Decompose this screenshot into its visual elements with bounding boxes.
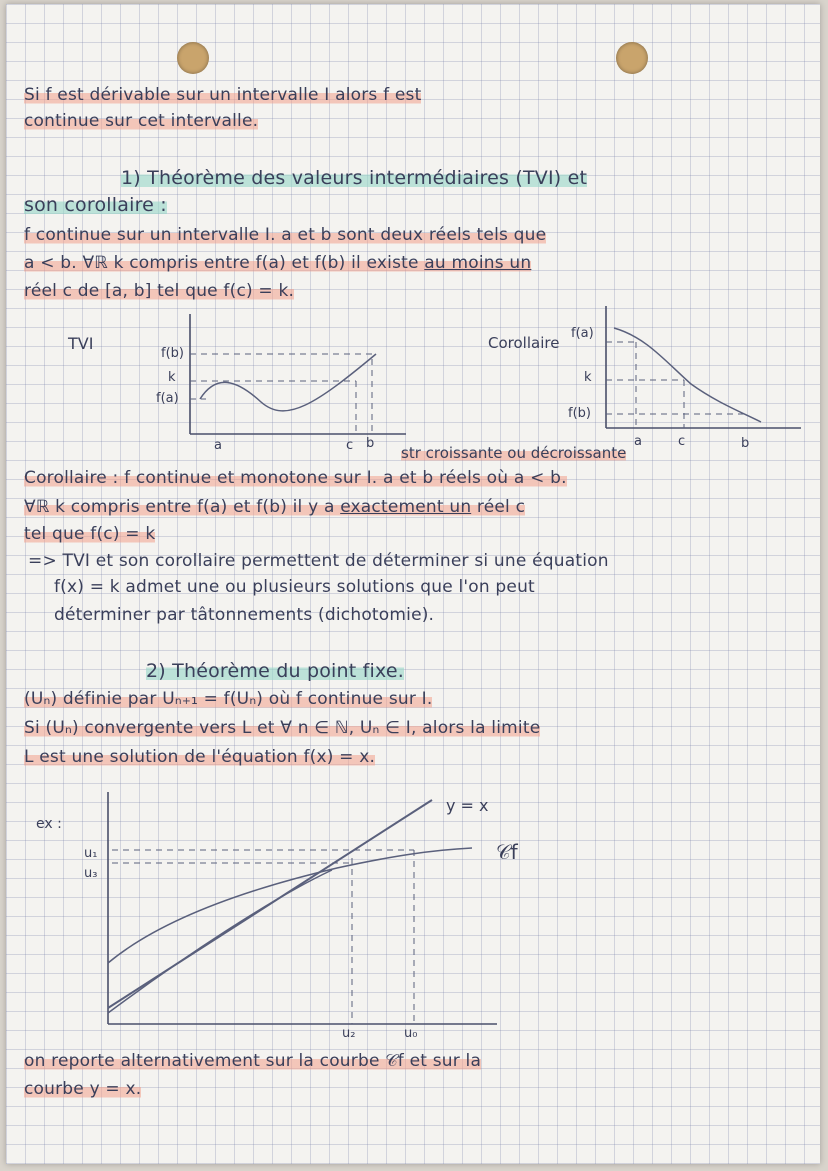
cor-label-fb: f(b) — [568, 406, 591, 421]
tvi-label-b: b — [366, 436, 375, 451]
cor-line-3 — [24, 523, 155, 545]
pf-line-3 — [24, 746, 375, 768]
cor-label-a: a — [634, 434, 642, 449]
fixe-label-y-eq-x: y = x — [446, 796, 489, 815]
tvi-graph — [176, 304, 416, 444]
tvi-line-3 — [24, 280, 294, 302]
tvi-title-text: 1) Théorème des valeurs intermédiaires (TVI) et — [121, 167, 588, 189]
cor-graph-label: Corollaire — [488, 334, 560, 352]
fixe-label-u2: u₂ — [342, 1026, 356, 1041]
notebook-page — [6, 4, 820, 1164]
tvi-text-2b: au moins un — [424, 253, 532, 273]
pf-title-text: 2) Théorème du point fixe. — [146, 660, 405, 682]
fixe-label-u3: u₃ — [84, 866, 98, 881]
fixe-label-u1: u₁ — [84, 846, 98, 861]
pf-line-2 — [24, 717, 540, 739]
intro-text-1: Si f est dérivable sur un intervalle I alors f est — [24, 85, 422, 105]
punch-hole-left — [177, 42, 209, 74]
pf-line-1 — [24, 688, 432, 710]
tvi-label-c: c — [346, 438, 354, 453]
intro-line-2 — [24, 110, 258, 132]
tvi-label-k: k — [168, 370, 176, 385]
cor-line-6: déterminer par tâtonnements (dichotomie). — [54, 605, 435, 625]
fixe-ex-label: ex : — [36, 816, 62, 832]
tvi-label-fa: f(a) — [156, 391, 179, 406]
tvi-curve — [200, 354, 376, 411]
intro-text-2: continue sur cet intervalle. — [24, 111, 259, 131]
tvi-line-1 — [24, 224, 546, 246]
fixe-label-cf: 𝒞f — [496, 840, 518, 864]
punch-hole-right — [616, 42, 648, 74]
pf-text-3: L est une solution de l'équation f(x) = x. — [24, 747, 376, 767]
fixe-graph — [102, 788, 542, 1038]
tvi-text-2a: a < b. ∀ℝ k compris entre f(a) et f(b) il existe — [24, 253, 425, 273]
tvi-label-a: a — [214, 438, 222, 453]
cor-line-1 — [24, 467, 567, 489]
fixe-curve-cf — [108, 848, 472, 963]
cor-text-2a: ∀ℝ k compris entre f(a) et f(b) il y a — [24, 497, 341, 517]
cor-text-3: tel que f(c) = k — [24, 524, 156, 544]
cor-text-1: Corollaire : f continue et monotone sur I. a et b réels où a < b. — [24, 468, 567, 488]
tvi-title-cont-text: son corollaire : — [24, 194, 167, 216]
cor-line-5: f(x) = k admet une ou plusieurs solutions que l'on peut — [54, 577, 535, 597]
cor-label-c: c — [678, 434, 686, 449]
tvi-title-cont — [24, 194, 167, 216]
cor-line-2 — [24, 496, 525, 518]
cor-label-b: b — [741, 436, 750, 451]
cor-note-text: str croissante ou décroissante — [401, 444, 627, 462]
tvi-text-3: réel c de [a, b] tel que f(c) = k. — [24, 281, 295, 301]
cor-line-4: => TVI et son corollaire permettent de déterminer si une équation — [28, 551, 609, 571]
footer-text-1: on reporte alternativement sur la courbe 𝒞f et sur la — [24, 1051, 482, 1071]
tvi-line-2 — [24, 252, 531, 274]
pf-text-1: (Uₙ) définie par Uₙ₊₁ = f(Uₙ) où f continue sur I. — [24, 689, 433, 709]
footer-line-2 — [24, 1078, 141, 1100]
footer-line-1 — [24, 1050, 481, 1072]
cor-text-2b: exactement un — [340, 497, 472, 517]
tvi-label-fb: f(b) — [161, 346, 184, 361]
footer-text-2: courbe y = x. — [24, 1079, 142, 1099]
cor-note — [401, 444, 626, 462]
fixe-curve-lower — [108, 870, 332, 1013]
tvi-graph-label: TVI — [68, 334, 94, 353]
intro-line-1 — [24, 84, 421, 106]
pf-text-2: Si (Uₙ) convergente vers L et ∀ n ∈ ℕ, Uₙ ∈ I, alors la limite — [24, 718, 541, 738]
cor-label-fa: f(a) — [571, 326, 594, 341]
tvi-title — [121, 167, 587, 189]
cor-text-2c: réel c — [471, 497, 526, 517]
fixe-label-u0: u₀ — [404, 1026, 418, 1041]
cor-label-k: k — [584, 370, 592, 385]
tvi-text-1: f continue sur un intervalle I. a et b sont deux réels tels que — [24, 225, 547, 245]
pf-title — [146, 660, 404, 682]
cor-graph — [596, 302, 806, 442]
